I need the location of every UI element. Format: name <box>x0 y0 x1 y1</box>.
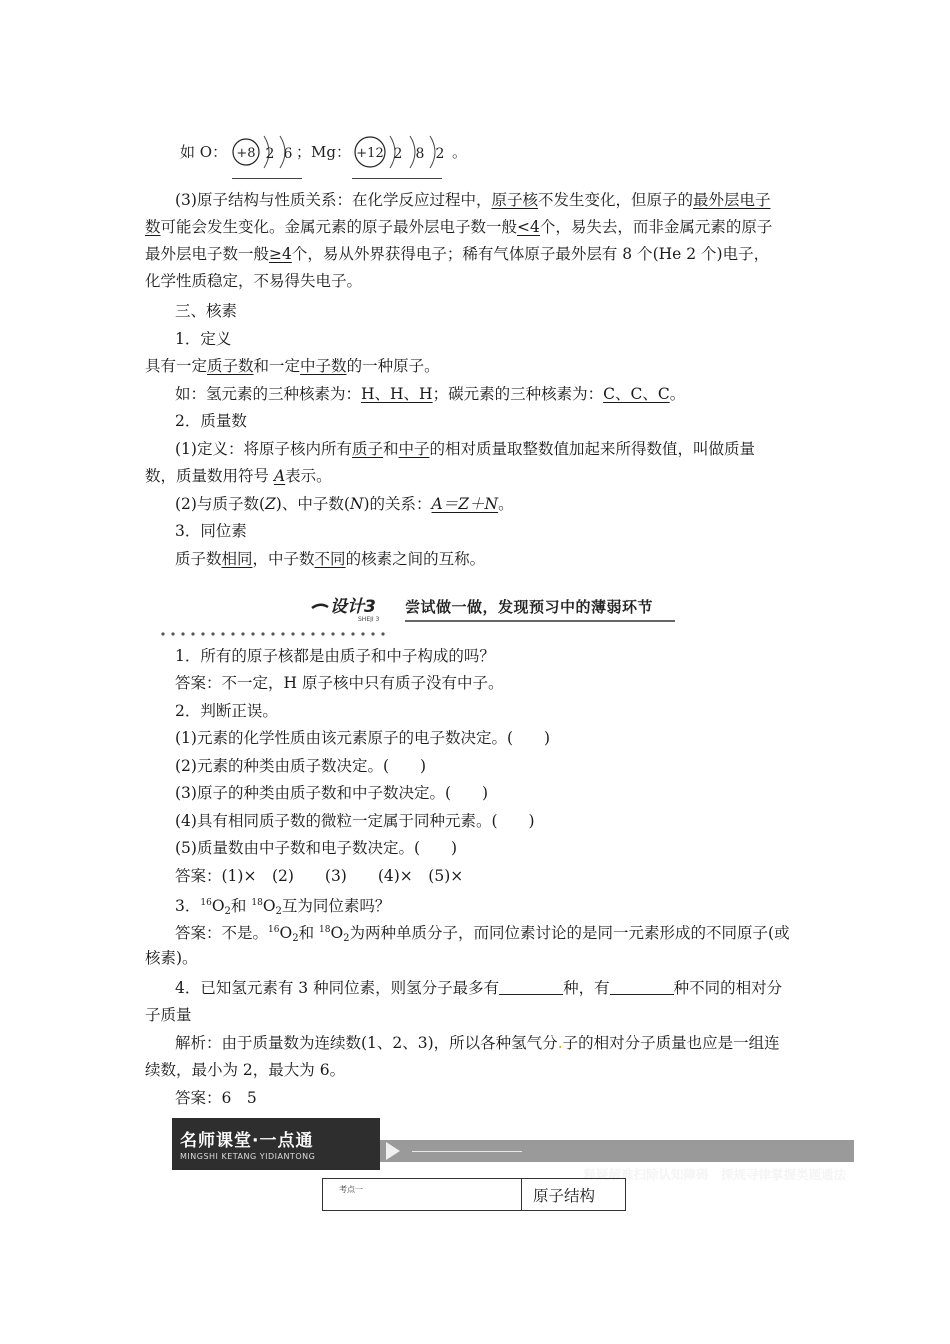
mg-shell-3: 2 <box>435 146 445 162</box>
teacher-class-banner <box>172 1118 854 1182</box>
text: 解析：由于质量数为连续数(1、2、3)，所以各种氢气分 <box>175 1034 558 1052</box>
text: 个，易失去，而非金属元素的原子 <box>539 218 773 236</box>
mg-shell-2: 8 <box>415 146 425 162</box>
answer-fill: H、H、H <box>361 385 433 403</box>
text: )的关系： <box>363 495 432 513</box>
nuclide-examples <box>175 384 685 404</box>
mass-definition-line-2 <box>145 466 332 486</box>
definition-heading: 1．定义 <box>175 330 232 348</box>
text: 可能会发生变化。金属元素的原子最外层电子数一般 <box>160 218 518 236</box>
answer-fill: <4 <box>517 218 540 236</box>
design3-underline <box>405 620 675 622</box>
explanation-4-line-1 <box>175 1033 780 1053</box>
topic-label-cell <box>323 1179 522 1210</box>
text: )、中子数( <box>275 495 350 513</box>
answer-fill: A <box>273 467 286 485</box>
question-2-item-3: (3)原子的种类由质子数和中子数决定。( ) <box>175 784 489 802</box>
atom-prefix: 如 O： <box>180 143 228 161</box>
answer-4: 答案：6 5 <box>175 1089 257 1107</box>
text: 。 <box>498 495 514 513</box>
mg-answer-underline <box>352 178 442 179</box>
element: O <box>262 897 276 915</box>
question-2-item-4: (4)具有相同质子数的微粒一定属于同种元素。( ) <box>175 812 535 830</box>
text: 具有一定 <box>145 357 208 375</box>
text: 为两种单质分子，而同位素讨论的是同一元素形成的不同原子(或 <box>349 924 790 942</box>
atom-suffix: 。 <box>452 143 468 161</box>
question-3 <box>175 893 390 922</box>
mass-number: 18 <box>319 925 331 935</box>
section-banner-design3 <box>310 592 675 624</box>
answer-fill: 最外层电子 <box>693 191 771 209</box>
symbol: N <box>349 495 364 513</box>
text: 子的相对分子质量也应是一组连 <box>562 1034 780 1052</box>
text: 答案：不是。 <box>175 924 269 942</box>
text: 种不同的相对分 <box>673 979 783 997</box>
blank-2[interactable] <box>610 980 674 995</box>
element: O <box>279 924 293 942</box>
text: 的核素之间的互称。 <box>345 550 486 568</box>
play-arrow-icon <box>386 1142 400 1160</box>
mg-shell-arc-2 <box>410 136 415 168</box>
text: ，中子数 <box>252 550 315 568</box>
mg-nucleus: +12 <box>356 146 384 161</box>
o-shell-1: 2 <box>265 146 275 162</box>
mass-number: 16 <box>268 925 280 935</box>
o-answer-underline <box>232 178 302 179</box>
text: (3)原子结构与性质关系：在化学反应过程中， <box>175 191 492 209</box>
element: O <box>330 924 344 942</box>
mass-number-heading: 2．质量数 <box>175 412 247 430</box>
design3-logo-subtext: SHEJI 3 <box>358 616 380 622</box>
isotope-heading: 3．同位素 <box>175 522 247 540</box>
topic-value: 原子结构 <box>533 1187 596 1205</box>
text: 质子数 <box>175 550 222 568</box>
answer-fill: 中子 <box>398 440 430 458</box>
subscript: 2 <box>343 933 350 944</box>
answer-fill: 数 <box>145 218 161 236</box>
answer-fill: ≥4 <box>269 245 292 263</box>
mass-number: 16 <box>200 898 212 908</box>
answer-fill: 原子核 <box>491 191 538 209</box>
structure-line-3 <box>145 244 769 264</box>
question-4-line-2: 子质量 <box>145 1006 192 1024</box>
banner-title: 名师课堂·一点通 <box>180 1131 314 1151</box>
structure-line-4: 化学性质稳定，不易得失电子。 <box>145 272 363 290</box>
subscript: 2 <box>292 933 299 944</box>
o-nucleus: +8 <box>236 146 256 161</box>
text: 如：氢元素的三种核素为： <box>175 385 362 403</box>
design3-logo <box>310 592 400 622</box>
answer-fill: 相同 <box>221 550 253 568</box>
mg-shell-1: 2 <box>393 146 403 162</box>
dotted-divider <box>160 631 390 637</box>
text: 最外层电子数一般 <box>145 245 270 263</box>
explanation-4-line-2: 续数，最小为 2，最大为 6。 <box>145 1061 346 1079</box>
structure-line-1 <box>175 190 771 210</box>
element: O <box>211 897 225 915</box>
answer-3-line-1 <box>175 920 790 949</box>
subscript: 2 <box>224 906 231 917</box>
answer-3-line-2: 核素)。 <box>145 949 198 967</box>
text: 4．已知氢元素有 3 种同位素，则氢分子最多有 <box>175 979 500 997</box>
text: 种，有 <box>563 979 610 997</box>
mass-definition-line-1 <box>175 439 755 459</box>
question-1: 1．所有的原子核都是由质子和中子构成的吗？ <box>175 647 495 665</box>
answer-2: 答案：(1)× (2) (3) (4)× (5)× <box>175 867 464 885</box>
text: 表示。 <box>285 467 332 485</box>
atom-structure-examples <box>180 130 480 176</box>
answer-fill: 不同 <box>314 550 346 568</box>
atom-separator: ；Mg： <box>296 143 351 161</box>
text: 数，质量数用符号 <box>145 467 274 485</box>
banner-slogan: 释疑解难扫除认知障碍 探规寻律掌握类题通法 <box>583 1167 846 1182</box>
topic-label: 考点一 <box>339 1185 363 1194</box>
design3-logo-text: 设计3 <box>330 597 376 617</box>
subscript: 2 <box>275 906 282 917</box>
design3-title: 尝试做一做，发现预习中的薄弱环节 <box>405 598 654 616</box>
marker-dot: . <box>557 1034 563 1052</box>
symbol: Z <box>265 495 276 513</box>
mg-shell-arc-3 <box>430 136 435 168</box>
text: 个，易从外界获得电子；稀有气体原子最外层有 8 个(He 2 个)电子， <box>291 245 770 263</box>
text: 3． <box>175 897 201 915</box>
o-shell-2: 6 <box>283 146 293 162</box>
question-4-line-1 <box>175 978 782 998</box>
text: 和 <box>230 897 252 915</box>
text: 的相对质量取整数值加起来所得数值，叫做质量 <box>429 440 756 458</box>
blank-1[interactable] <box>499 980 563 995</box>
atom-diagram <box>180 130 480 176</box>
question-2-item-1: (1)元素的化学性质由该元素原子的电子数决定。( ) <box>175 729 551 747</box>
text: 和 <box>298 924 319 942</box>
text: 和一定 <box>253 357 301 375</box>
isotope-definition <box>175 549 485 569</box>
question-2-item-2: (2)元素的种类由质子数决定。( ) <box>175 757 427 775</box>
definition-text <box>145 356 440 376</box>
banner-strip-line <box>412 1151 522 1152</box>
answer-fill: C、C、C <box>603 385 670 403</box>
text: 互为同位素吗？ <box>281 897 391 915</box>
text: (2)与质子数( <box>175 495 266 513</box>
topic-table <box>322 1178 626 1211</box>
question-2: 2．判断正误。 <box>175 702 278 720</box>
mass-number: 18 <box>251 898 263 908</box>
answer-fill: A＝Z＋N <box>431 495 499 513</box>
answer-1: 答案：不一定，H 原子核中只有质子没有中子。 <box>175 674 504 692</box>
answer-fill: 质子 <box>351 440 383 458</box>
question-2-item-5: (5)质量数由中子数和电子数决定。( ) <box>175 839 458 857</box>
text: 和 <box>382 440 399 458</box>
text: (1)定义：将原子核内所有 <box>175 440 352 458</box>
answer-fill: 质子数 <box>207 357 254 375</box>
banner-subtitle: MINGSHI KETANG YIDIANTONG <box>180 1152 316 1161</box>
answer-fill: 中子数 <box>300 357 347 375</box>
text: 不发生变化，但原子的 <box>537 191 693 209</box>
text: 的一种原子。 <box>346 357 440 375</box>
banner-logo <box>172 1118 380 1170</box>
structure-line-2 <box>145 217 772 237</box>
nuclide-heading: 三、核素 <box>175 302 238 320</box>
text: ；碳元素的三种核素为： <box>432 385 604 403</box>
text: 。 <box>669 385 686 403</box>
mass-relation <box>175 494 514 514</box>
